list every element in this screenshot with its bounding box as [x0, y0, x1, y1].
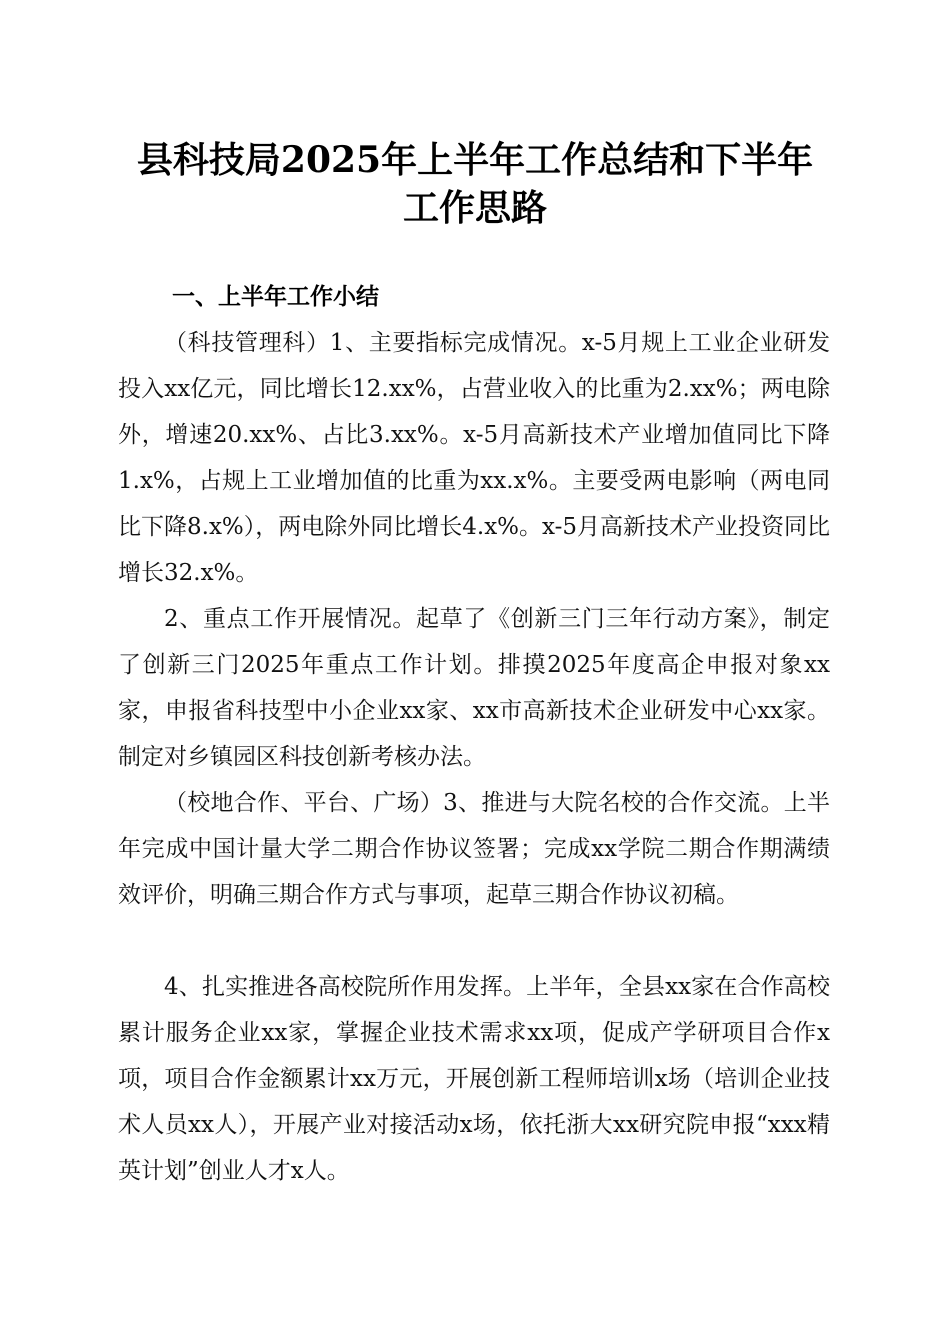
section-heading: 一、上半年工作小结 [172, 284, 379, 310]
document-title: 县科技局2025年上半年工作总结和下半年工作思路 [136, 139, 814, 229]
paragraph: 4、扎实推进各高校院所作用发挥。上半年，全县xx家在合作高校累计服务企业xx家，掌握企业技术需求xx项，促成产学研项目合作x项，项目合作金额累计xx万元，开展创新工程师培训x场（培训企业技术人员xx人），开展产业对接活动x场，依托浙大xx研究院申报“xxx精英计划”创业人才x人。 [118, 974, 830, 1184]
paragraph: （科技管理科）1、主要指标完成情况。x-5月规上工业企业研发投入xx亿元，同比增长12.xx%，占营业收入的比重为2.xx%；两电除外，增速20.xx%、占比3.xx%。x-5月高新技术产业增加值同比下降1.x%，占规上工业增加值的比重为xx.x%。主要受两电影响（两电同比下降8.x%），两电除外同比增长4.x%。x-5月高新技术产业投资同比增长32.x%。 [118, 330, 831, 586]
paragraph: 2、重点工作开展情况。起草了《创新三门三年行动方案》，制定了创新三门2025年重点工作计划。排摸2025年度高企申报对象xx家，申报省科技型中小企业xx家、xx市高新技术企业研发中心xx家。制定对乡镇园区科技创新考核办法。 [118, 606, 830, 770]
paragraph: （校地合作、平台、广场）3、推进与大院名校的合作交流。上半年完成中国计量大学二期合作协议签署；完成xx学院二期合作期满绩效评价，明确三期合作方式与事项，起草三期合作协议初稿。 [118, 790, 830, 908]
